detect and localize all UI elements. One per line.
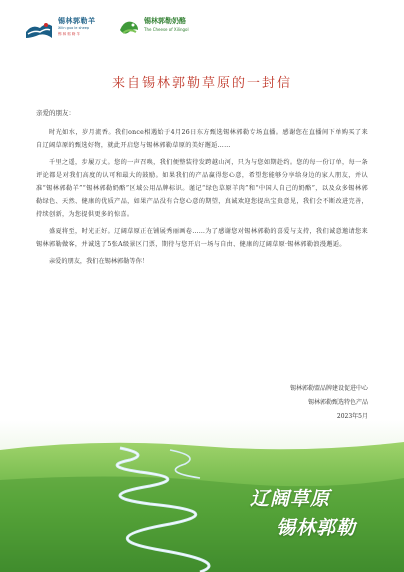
letter-greeting: 亲爱的朋友： [36, 109, 75, 117]
letter-closing: 亲爱的朋友，我们在锡林郭勒等你！ [49, 258, 148, 265]
xilingol-sheep-logo [24, 18, 96, 42]
sheep-logo-icon [24, 18, 54, 42]
sheep-brand-subtitle: 锡 林 郭 勒 羊 [58, 31, 80, 36]
letter-title: 来自锡林郭勒草原的一封信 [111, 76, 292, 91]
cheese-brand-english: The Cheese of Xilingol [144, 27, 189, 32]
letter-signature [290, 382, 368, 424]
letter-paragraph: 时光如水，岁月流香。我们once相遇始于4月26日东方甄选锡林郭勒专场直播。感谢您在直播间下单购买了来自辽阔草原的甄选好物，就此开启您与锡林郭勒草原的美好邂逅…… [36, 129, 368, 149]
signature-org-2: 锡林郭勒甄选特色产品 [307, 399, 368, 406]
signature-date: 2023年5月 [336, 413, 368, 420]
letter-body [36, 126, 368, 268]
letter-paragraph: 千里之遥，步履万丈。您的一声召唤，我们便整装待发跨越山河，只为与您如期赴约。您的每一份订单，每一条评论都是对我们高度的认可和最大的鼓励。如果我们的产品赢得您心意，希望您能够分享给身边的家人朋友，并认准“锡林郭勒羊”“锡林郭勒奶酪”区域公用品牌标识。谨记“绿色草原羊肉”和“中国人自己的奶酪”，以及众多锡林郭勒绿色、天然、健康的优质产品，如果产品没有合您心意的期望，真诚欢迎您提出宝贵意见，我们会不断改进完善，持续创新，为您提供更多的惊喜。 [36, 159, 368, 218]
sheep-brand-english: Xilin guo le sheep [58, 26, 90, 30]
banner-slogan [250, 484, 356, 540]
cheese-logo-icon [118, 18, 140, 40]
letter-header [0, 0, 404, 56]
signature-org: 锡林郭勒盟品牌建设促进中心 [289, 385, 368, 392]
cheese-brand-name: 锡林郭勒奶酪 [144, 17, 186, 25]
slogan-line-1: 辽阔草原 [250, 488, 331, 510]
slogan-line-2: 锡林郭勒 [276, 517, 357, 539]
xilingol-cheese-logo [118, 18, 189, 40]
sheep-brand-name: 锡林郭勒羊 [58, 17, 96, 25]
letter-paragraph: 盛夏将至，时光正好。辽阔草原正在铺展秀丽画卷……为了感谢您对锡林郭勒的喜爱与支持，我们诚意邀请您来锡林郭勒做客，并诚选了5张A级景区门票，期待与您开启一场与自由、健康的辽阔草原·锡林郭勒浪漫邂逅。 [36, 228, 368, 248]
